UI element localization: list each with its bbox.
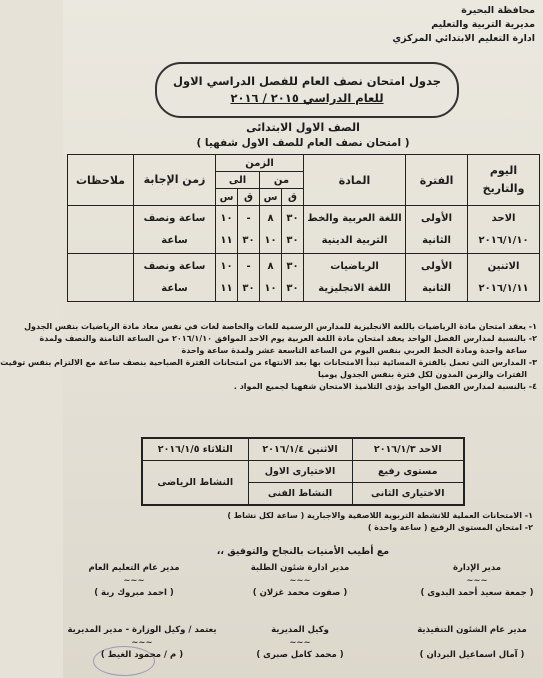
time-value: -: [246, 212, 251, 224]
time-value: ١٠: [220, 212, 233, 224]
duration-cell: [134, 206, 216, 254]
handwritten-signature: ~~~: [289, 576, 311, 586]
row-day: الاحد: [491, 212, 516, 224]
row-periods: [406, 254, 468, 302]
row-periods: [406, 206, 468, 254]
exam-schedule-table: [67, 154, 540, 302]
signature-title: مدير عام الشئون التنفيذية: [417, 625, 527, 635]
header-to: الى: [216, 172, 260, 189]
time-value: ٨: [267, 212, 274, 224]
subject-label: اللغة العربية والخط: [307, 212, 402, 224]
time-value: -: [246, 260, 251, 272]
row-subjects: [304, 254, 406, 302]
header-notes: ملاحظات: [68, 155, 134, 206]
time-value: ١٠: [220, 260, 233, 272]
from-q-cell: [282, 206, 304, 254]
header-governorate: محافظة البحيرة: [461, 5, 535, 16]
signature-name: ( م / محمود الغيط ): [100, 650, 184, 660]
title-box: [155, 62, 459, 118]
header-day-date: اليوم والتاريخ: [468, 155, 540, 206]
handwritten-signature: ~~~: [466, 576, 488, 586]
activity-item: النشاط الفنى: [248, 483, 352, 506]
period-label: الأولى: [421, 212, 453, 224]
to-s-cell: [216, 254, 238, 302]
time-value: ١١: [220, 234, 233, 246]
time-value: ٣٠: [242, 234, 255, 246]
header-period: الفترة: [406, 155, 468, 206]
handwritten-signature: ~~~: [131, 638, 153, 648]
signature-name: ( آمال اسماعيل البردان ): [419, 650, 525, 660]
title-line-1: جدول امتحان نصف العام للفصل الدراسي الاول: [172, 74, 442, 88]
activity-item: الاختيارى الاول: [248, 461, 352, 483]
activities-table: [141, 437, 465, 506]
time-value: ١٠: [264, 234, 277, 246]
row-subjects: [304, 206, 406, 254]
signature-block: [417, 562, 537, 600]
header-from-s: س: [260, 189, 282, 206]
subject-label: الرياضيات: [330, 260, 379, 272]
activity-item: النشاط الرياضى: [142, 461, 248, 506]
duration-cell: [134, 254, 216, 302]
header-to-q: ق: [238, 189, 260, 206]
row-date: ٢٠١٦/١/١٠: [478, 234, 529, 246]
activity-day-1: الاحد ٢٠١٦/١/٣: [352, 438, 464, 461]
note-line: ١- الامتحانات العملية للانشطة التربوية اللاصفية والاجبارية ( ساعة لكل نشاط ): [227, 511, 533, 520]
to-q-cell: [238, 206, 260, 254]
subject-label: اللغة الانجليزية: [318, 282, 391, 294]
header-duration: زمن الإجابة: [134, 155, 216, 206]
note-line: ١- يعقد امتحان مادة الرياضيات باللغة الانجليزية للمدارس الرسمية للغات والخاصة لغات في نفس معاد مادة الرياضيات بنفس الجدول: [24, 322, 537, 331]
signature-name: ( محمد كامل صبرى ): [256, 650, 344, 660]
grade-label: الصف الاول الابتدائى: [246, 121, 360, 134]
activity-day-2: الاثنين ٢٠١٦/١/٤: [248, 438, 352, 461]
note-line: ٢- بالنسبة لمدارس الفصل الواحد يعقد امتحان مادة اللغة العربية يوم الاحد الموافق ٢٠١٦/١/١٠ من الساعة الثامنة والنصف ولمدة: [39, 334, 537, 343]
stamp-mark: [93, 646, 155, 676]
exam-notes: [0, 321, 537, 393]
time-value: ٣٠: [286, 234, 299, 246]
signature-block: [235, 562, 365, 600]
note-line: ساعة واحدة ومادة الخط العربي بنفس اليوم من الساعة التاسعة عشر ولمدة ساعة واحدة: [181, 346, 527, 355]
duration-value: ساعة: [161, 234, 188, 246]
row-day: الاثنين: [487, 260, 520, 272]
row-date: ٢٠١٦/١/١١: [478, 282, 529, 294]
signature-block: [235, 624, 365, 662]
duration-value: ساعة ونصف: [143, 212, 206, 224]
activity-notes: [93, 510, 533, 534]
signature-title: وكيل المديرية: [271, 625, 329, 635]
duration-value: ساعة: [161, 282, 188, 294]
signature-name: ( احمد مبروك ربة ): [94, 588, 174, 598]
time-value: ١٠: [264, 282, 277, 294]
notes-cell: [68, 206, 134, 254]
time-value: ٣٠: [286, 212, 299, 224]
note-line: ٢- امتحان المستوى الرفيع ( ساعة واحدة ): [367, 523, 533, 532]
time-value: ١١: [220, 282, 233, 294]
signature-title: مدير الإدارة: [452, 563, 502, 573]
row-day-date: [468, 254, 540, 302]
signature-name: ( جمعة سعيد أحمد البدوى ): [420, 588, 534, 598]
time-value: ٣٠: [242, 282, 255, 294]
from-q-cell: [282, 254, 304, 302]
signature-space: [407, 637, 537, 649]
from-s-cell: [260, 206, 282, 254]
signature-block: [69, 562, 199, 600]
header-administration: ادارة التعليم الابتدائي المركزي: [392, 33, 535, 44]
time-value: ٣٠: [286, 282, 299, 294]
to-s-cell: [216, 206, 238, 254]
ministry-header: [392, 4, 535, 46]
exam-subtitle: ( امتحان نصف العام للصف الاول شفهيا ): [196, 137, 410, 149]
duration-value: ساعة ونصف: [143, 260, 206, 272]
note-line: ٤- بالنسبة لمدارس الفصل الواحد يؤدى التلاميذ الامتحان شفهيا لجميع المواد .: [233, 382, 537, 391]
header-subject: المادة: [304, 155, 406, 206]
activity-item: مستوى رفيع: [352, 461, 464, 483]
to-q-cell: [238, 254, 260, 302]
note-line: الفترات والزمن المدون لكل فترة بنفس الجدول يوميا: [317, 370, 527, 379]
subject-label: التربية الدينية: [321, 234, 388, 246]
note-line: ٣- المدارس التي تعمل بالفترة المسائية تبدأ الامتحانات بها بعد الانتهاء من امتحانات الفترة الصباحية بنصف ساعة مع الالتزام بنفس توقيت: [0, 358, 537, 367]
header-time: الزمن: [216, 155, 304, 172]
signature-title: يعتمد / وكيل الوزارة - مدير المديرية: [67, 625, 217, 635]
signature-name: ( صفوت محمد غزلان ): [252, 588, 348, 598]
from-s-cell: [260, 254, 282, 302]
header-from-q: ق: [282, 189, 304, 206]
header-to-s: س: [216, 189, 238, 206]
row-day-date: [468, 206, 540, 254]
header-directorate: مديرية التربية والتعليم: [431, 19, 535, 30]
handwritten-signature: ~~~: [289, 638, 311, 648]
activity-day-3: الثلاثاء ٢٠١٦/١/٥: [142, 438, 248, 461]
signature-title: مدير ادارة شئون الطلبة: [250, 563, 350, 573]
time-value: ٣٠: [286, 260, 299, 272]
period-label: الأولى: [421, 260, 453, 272]
period-label: الثانية: [422, 282, 451, 294]
activity-item: الاختيارى الثانى: [352, 483, 464, 506]
signature-block: [407, 624, 537, 662]
time-value: ٨: [267, 260, 274, 272]
wishes-line: مع أطيب الأمنيات بالنجاح والتوفيق ،،: [216, 546, 390, 557]
header-from: من: [260, 172, 304, 189]
title-line-2: للعام الدراسي ٢٠١٥ / ٢٠١٦: [230, 91, 384, 105]
signature-title: مدير عام التعليم العام: [88, 563, 180, 573]
handwritten-signature: ~~~: [123, 576, 145, 586]
period-label: الثانية: [422, 234, 451, 246]
notes-cell: [68, 254, 134, 302]
